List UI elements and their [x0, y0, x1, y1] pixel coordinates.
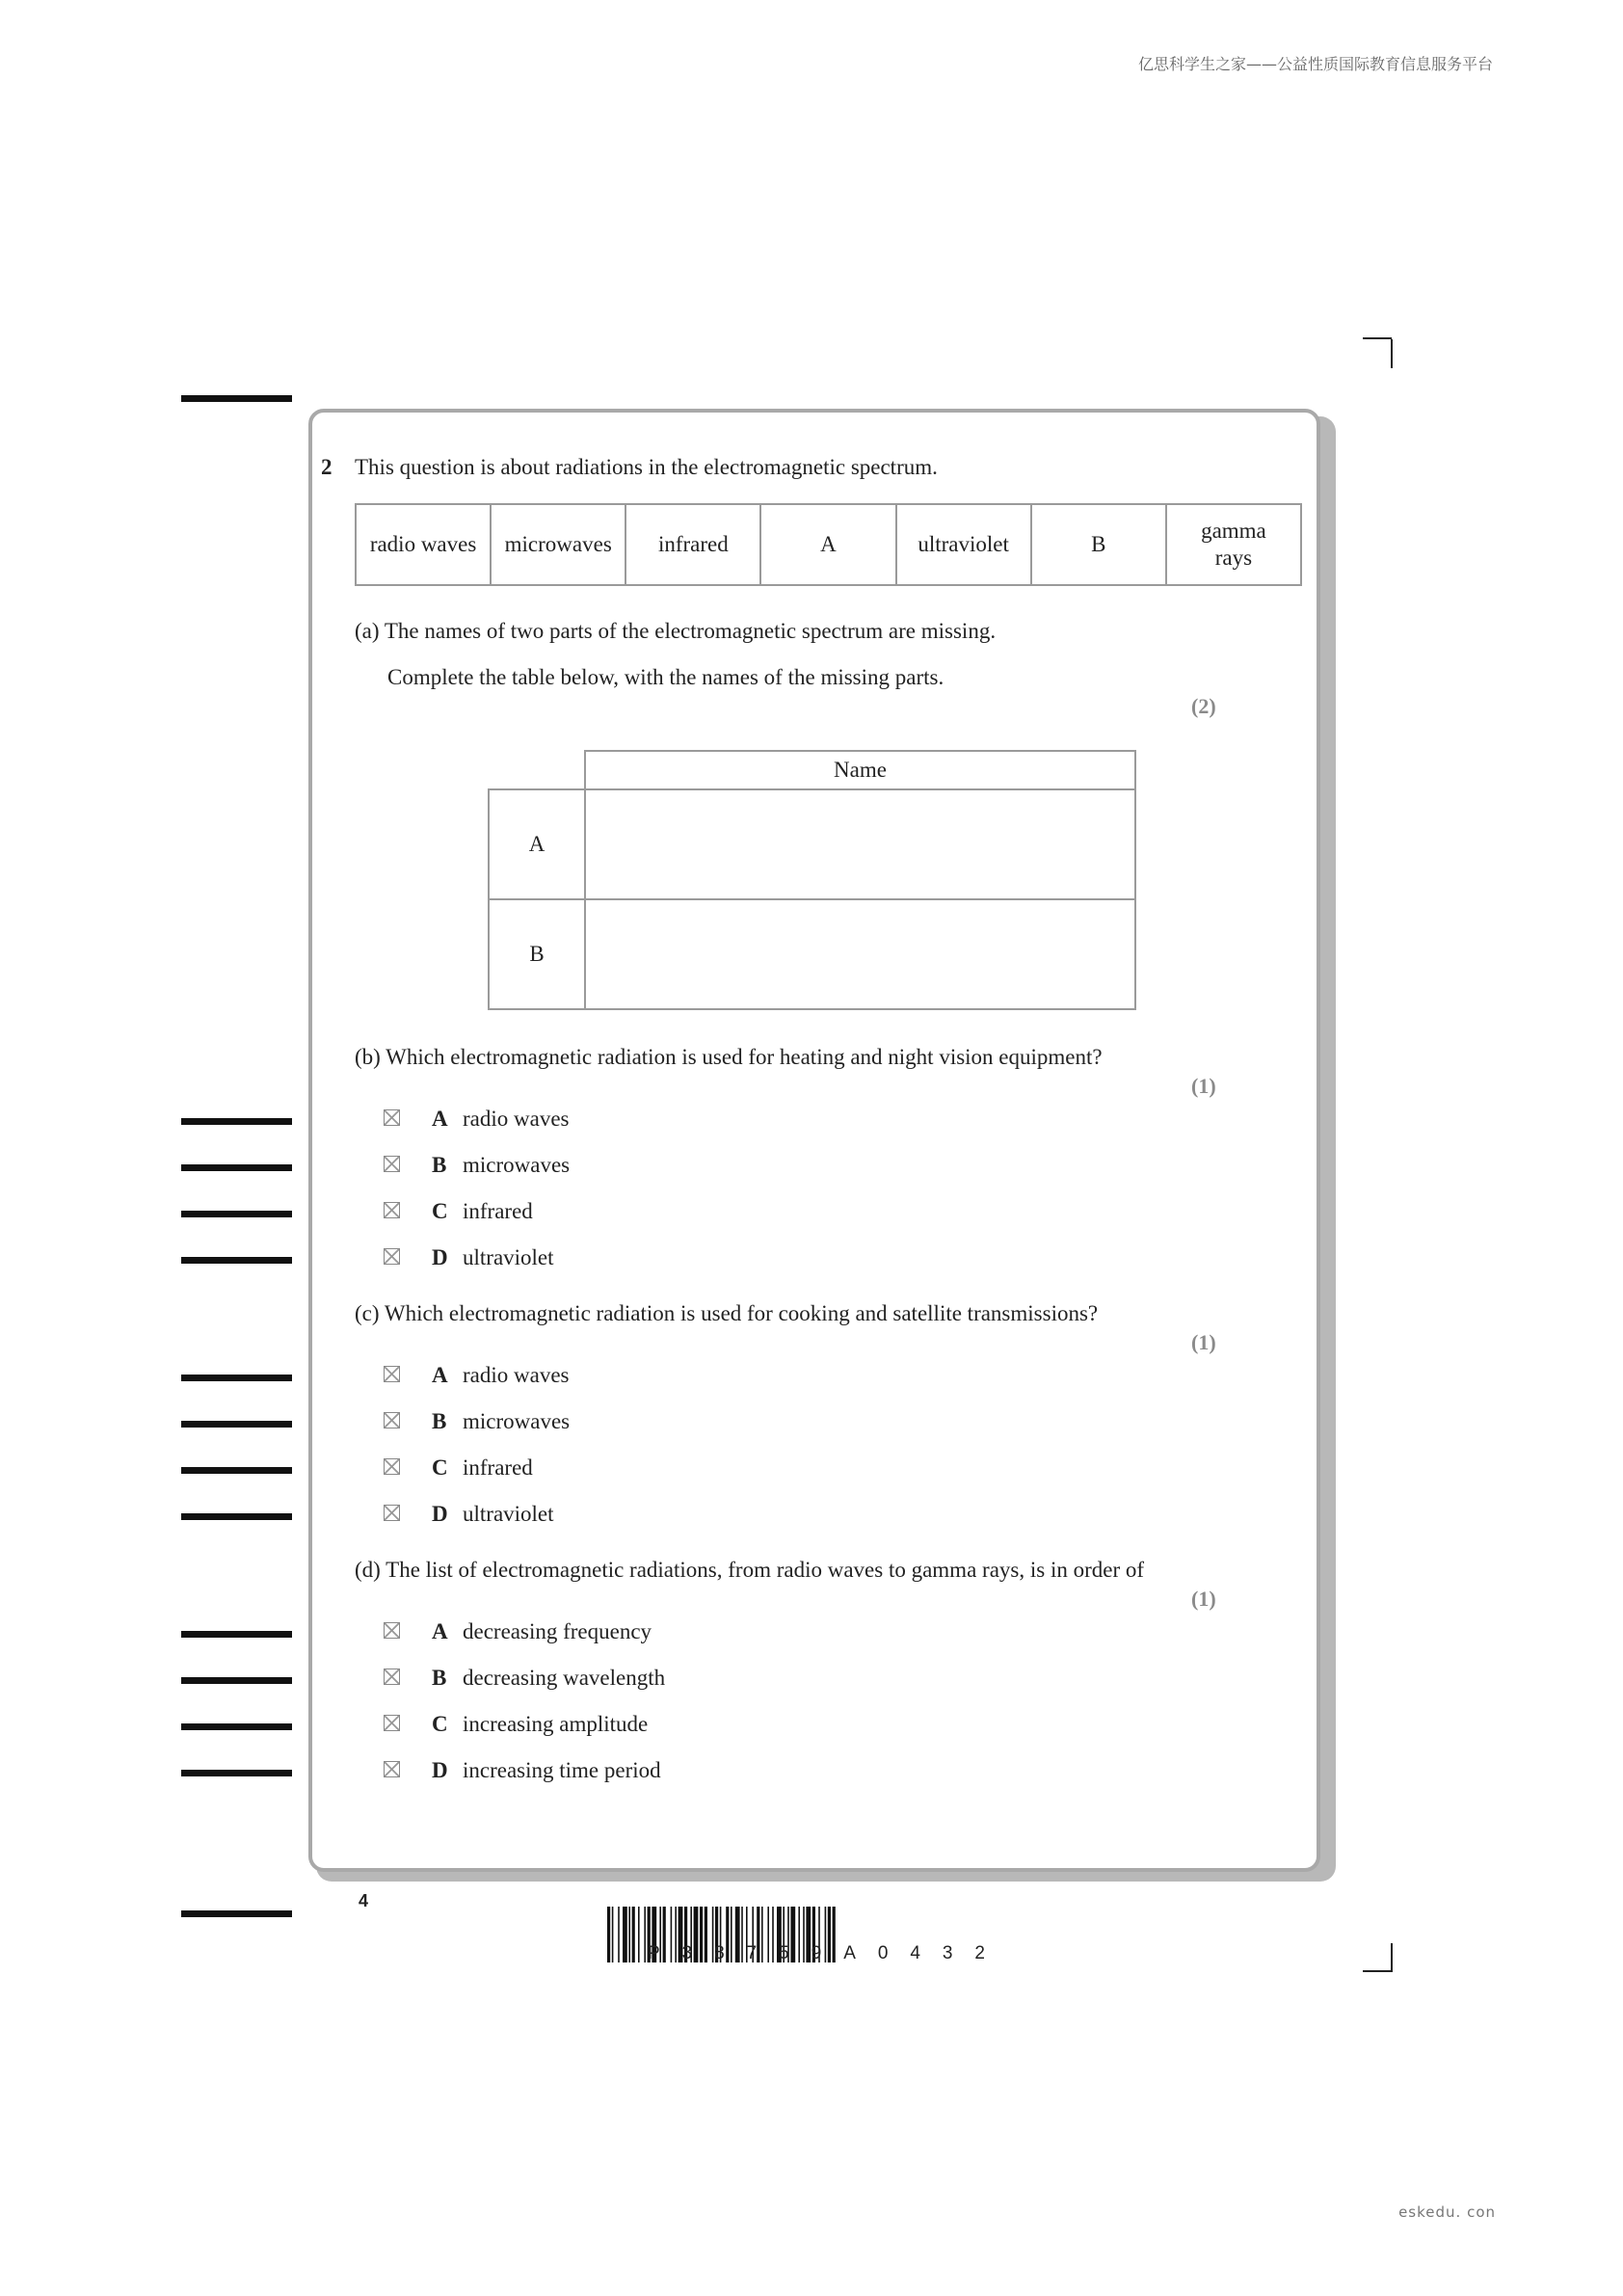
barcode-char: 2 [974, 1943, 985, 1963]
spectrum-cell-b: B [1031, 504, 1166, 585]
part-a-marks: (2) [1191, 694, 1216, 718]
option-text: microwaves [463, 1409, 571, 1433]
option-letter: A [432, 1363, 448, 1387]
barcode-char: 4 [910, 1943, 920, 1963]
option-letter: A [432, 1619, 448, 1643]
margin-bar [181, 1164, 292, 1171]
part-b-prompt: (b) Which electromagnetic radiation is used for heating and night vision equipment? [355, 1045, 1103, 1069]
option-letter: B [432, 1666, 447, 1690]
barcode-char: 5 [779, 1943, 789, 1963]
margin-bar [181, 395, 292, 402]
option-text: microwaves [463, 1153, 571, 1177]
checkbox[interactable] [384, 1156, 400, 1172]
option-text: decreasing frequency [463, 1619, 652, 1643]
spectrum-gamma-line1: gamma [1201, 519, 1266, 543]
option-letter: D [432, 1502, 448, 1526]
answer-row-label: A [488, 788, 586, 900]
checkbox[interactable] [384, 1458, 400, 1475]
option-letter: D [432, 1245, 448, 1269]
margin-bar [181, 1770, 292, 1776]
barcode-char: 3 [681, 1943, 693, 1963]
watermark-bottom: eskedu. con [1398, 2203, 1496, 2221]
checkbox[interactable] [384, 1109, 400, 1126]
barcode-char: P [648, 1943, 660, 1963]
margin-bar [181, 1631, 292, 1638]
barcode-char: 9 [811, 1943, 822, 1963]
spectrum-cell-a: A [760, 504, 895, 585]
option-text: ultraviolet [463, 1245, 554, 1269]
option-letter: B [432, 1409, 447, 1433]
margin-bar [181, 1513, 292, 1520]
spectrum-table [355, 503, 1302, 586]
answer-table-header: Name [584, 750, 1136, 790]
margin-bar [181, 1118, 292, 1125]
part-a-instruction: Complete the table below, with the names of the missing parts. [387, 665, 945, 689]
spectrum-cell-infrared: infrared [625, 504, 760, 585]
answer-cell-a[interactable] [584, 788, 1136, 900]
margin-bar [181, 1677, 292, 1684]
crop-mark-top-h [1363, 337, 1392, 339]
option-text: increasing time period [463, 1758, 661, 1782]
question-number: 2 [321, 455, 333, 479]
spectrum-cell-ultraviolet: ultraviolet [896, 504, 1031, 585]
option-letter: C [432, 1455, 448, 1480]
barcode-char: 3 [942, 1943, 953, 1963]
margin-bar [181, 1910, 292, 1917]
checkbox[interactable] [384, 1761, 400, 1777]
option-text: infrared [463, 1199, 533, 1223]
spectrum-cell-radio-waves: radio waves [356, 504, 491, 585]
margin-bar [181, 1211, 292, 1217]
answer-cell-b[interactable] [584, 898, 1136, 1010]
barcode-char: A [843, 1943, 856, 1963]
answer-table [488, 750, 1136, 1012]
margin-bar [181, 1257, 292, 1264]
spectrum-cell-gamma-rays [1166, 504, 1301, 585]
option-letter: A [432, 1107, 448, 1131]
checkbox[interactable] [384, 1202, 400, 1218]
option-letter: C [432, 1199, 448, 1223]
checkbox[interactable] [384, 1366, 400, 1382]
margin-bar [181, 1723, 292, 1730]
part-d-marks: (1) [1191, 1587, 1216, 1611]
barcode-char: 8 [714, 1943, 725, 1963]
option-text: infrared [463, 1455, 533, 1480]
part-c-marks: (1) [1191, 1330, 1216, 1354]
answer-row-label: B [488, 898, 586, 1010]
margin-bar [181, 1421, 292, 1428]
option-text: ultraviolet [463, 1502, 554, 1526]
checkbox[interactable] [384, 1412, 400, 1428]
checkbox[interactable] [384, 1248, 400, 1265]
part-d-prompt: (d) The list of electromagnetic radiations, from radio waves to gamma rays, is in order of [355, 1558, 1145, 1582]
barcode-text [605, 1943, 1029, 1964]
part-b-marks: (1) [1191, 1074, 1216, 1098]
part-c-prompt: (c) Which electromagnetic radiation is used for cooking and satellite transmissions? [355, 1301, 1099, 1325]
watermark-top: 亿思科学生之家——公益性质国际教育信息服务平台 [1137, 55, 1493, 73]
part-a-prompt: (a) The names of two parts of the electromagnetic spectrum are missing. [355, 619, 997, 643]
checkbox[interactable] [384, 1669, 400, 1685]
crop-mark-top-v [1391, 339, 1393, 368]
checkbox[interactable] [384, 1622, 400, 1639]
answer-row-b [488, 898, 1136, 1010]
crop-mark-bottom-h [1363, 1970, 1392, 1972]
margin-bar [181, 1467, 292, 1474]
option-text: decreasing wavelength [463, 1666, 666, 1690]
option-text: radio waves [463, 1107, 570, 1131]
option-letter: D [432, 1758, 448, 1782]
option-letter: C [432, 1712, 448, 1736]
margin-bar [181, 1375, 292, 1381]
spectrum-gamma-line2: rays [1214, 546, 1253, 570]
barcode-char: 0 [877, 1943, 889, 1963]
spectrum-cell-microwaves: microwaves [491, 504, 625, 585]
barcode-char: 7 [746, 1943, 758, 1963]
checkbox[interactable] [384, 1715, 400, 1731]
question-intro: This question is about radiations in the electromagnetic spectrum. [355, 455, 938, 479]
option-text: increasing amplitude [463, 1712, 649, 1736]
checkbox[interactable] [384, 1505, 400, 1521]
option-text: radio waves [463, 1363, 570, 1387]
crop-mark-bottom-v [1391, 1943, 1393, 1972]
page-number: 4 [359, 1891, 369, 1910]
option-letter: B [432, 1153, 447, 1177]
answer-row-a [488, 788, 1136, 900]
